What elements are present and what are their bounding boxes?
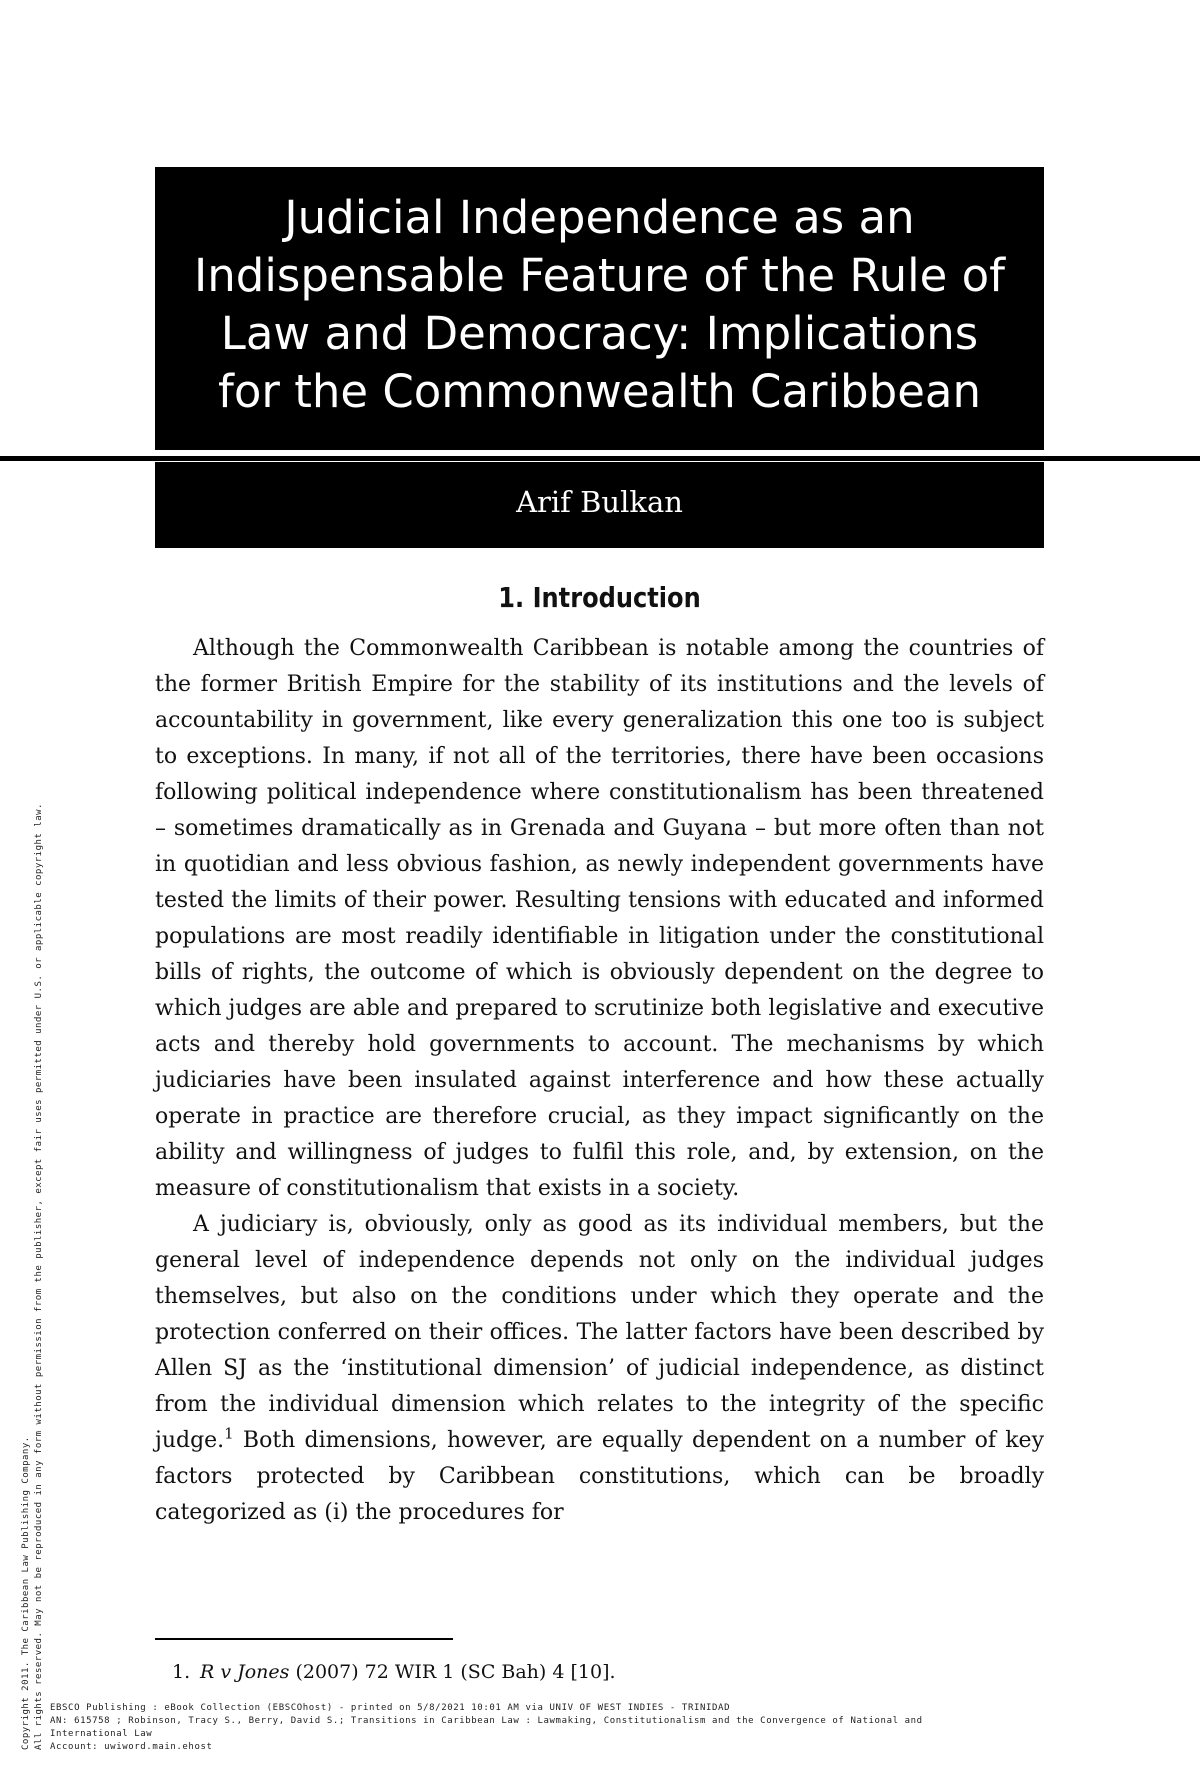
- metadata-line: EBSCO Publishing : eBook Collection (EBSCOhost) - printed on 5/8/2021 10:01 AM via UNIV OF WEST INDIES - TRINIDAD: [50, 1703, 731, 1713]
- metadata-line: International Law: [50, 1729, 153, 1739]
- footnote-number: 1.: [172, 1661, 191, 1683]
- footnote: [172, 1658, 616, 1686]
- copyright-line: All rights reserved. May not be reproduced in any form without permission from the publisher, except fair uses permitted under U.S. or applicable copyright law.: [34, 803, 44, 1750]
- chapter-title-line: Judicial Independence as an: [284, 191, 915, 244]
- side-copyright-notice: [20, 590, 46, 1750]
- footnote-marker[interactable]: 1: [224, 1424, 234, 1443]
- chapter-title-line: Law and Democracy: Implications: [220, 307, 979, 360]
- paragraph-text: A judiciary is, obviously, only as good as its individual members, but the general level of independence depends not only on the individual judges themselves, but also on the conditions under which they operate and the protection conferred on their offices. The latter factors have been described by Allen SJ as the ‘institutional dimension’ of judicial independence, as distinct from the individual dimension which relates to the integrity of the specific judge.: [155, 1212, 1044, 1453]
- body-text: [155, 631, 1044, 1531]
- chapter-title-line: Indispensable Feature of the Rule of: [194, 249, 1005, 302]
- title-divider-rule: [0, 456, 1200, 461]
- chapter-title-block: [155, 167, 1044, 450]
- paragraph: [155, 1207, 1044, 1531]
- paragraph-text: Both dimensions, however, are equally dependent on a number of key factors protected by Caribbean constitutions, which can be broadly categorized as (i) the procedures for: [155, 1428, 1044, 1525]
- footnote-citation: (2007) 72 WIR 1 (SC Bah) 4 [10].: [289, 1661, 616, 1683]
- chapter-title-line: for the Commonwealth Caribbean: [218, 365, 981, 418]
- author-name: Arif Bulkan: [155, 462, 1044, 548]
- section-heading: 1. Introduction: [498, 581, 701, 614]
- metadata-line: Account: uwiword.main.ehost: [50, 1742, 213, 1752]
- footnote-separator: [155, 1638, 453, 1640]
- ebook-print-metadata: [50, 1702, 1180, 1754]
- copyright-line: Copyright 2011. The Caribbean Law Publishing Company.: [21, 1436, 31, 1750]
- footnote-case-name: R v Jones: [200, 1661, 290, 1683]
- metadata-line: AN: 615758 ; Robinson, Tracy S., Berry, David S.; Transitions in Caribbean Law : Lawmaking, Constitutionalism and the Convergence of National and: [50, 1716, 923, 1726]
- paragraph: Although the Commonwealth Caribbean is notable among the countries of the former British Empire for the stability of its institutions and the levels of accountability in government, like every generalization this one too is subject to exceptions. In many, if not all of the territories, there have been occasions following political independence where constitutionalism has been threatened – sometimes dramatically as in Grenada and Guyana – but more often than not in quotidian and less obvious fashion, as newly independent governments have tested the limits of their power. Resulting tensions with educated and informed populations are most readily identifiable in litigation under the constitutional bills of rights, the outcome of which is obviously dependent on the degree to which judges are able and prepared to scrutinize both legislative and executive acts and thereby hold governments to account. The mechanisms by which judiciaries have been insulated against interference and how these actually operate in practice are therefore crucial, as they impact significantly on the ability and willingness of judges to fulfil this role, and, by extension, on the measure of constitutionalism that exists in a society.: [155, 636, 1044, 1201]
